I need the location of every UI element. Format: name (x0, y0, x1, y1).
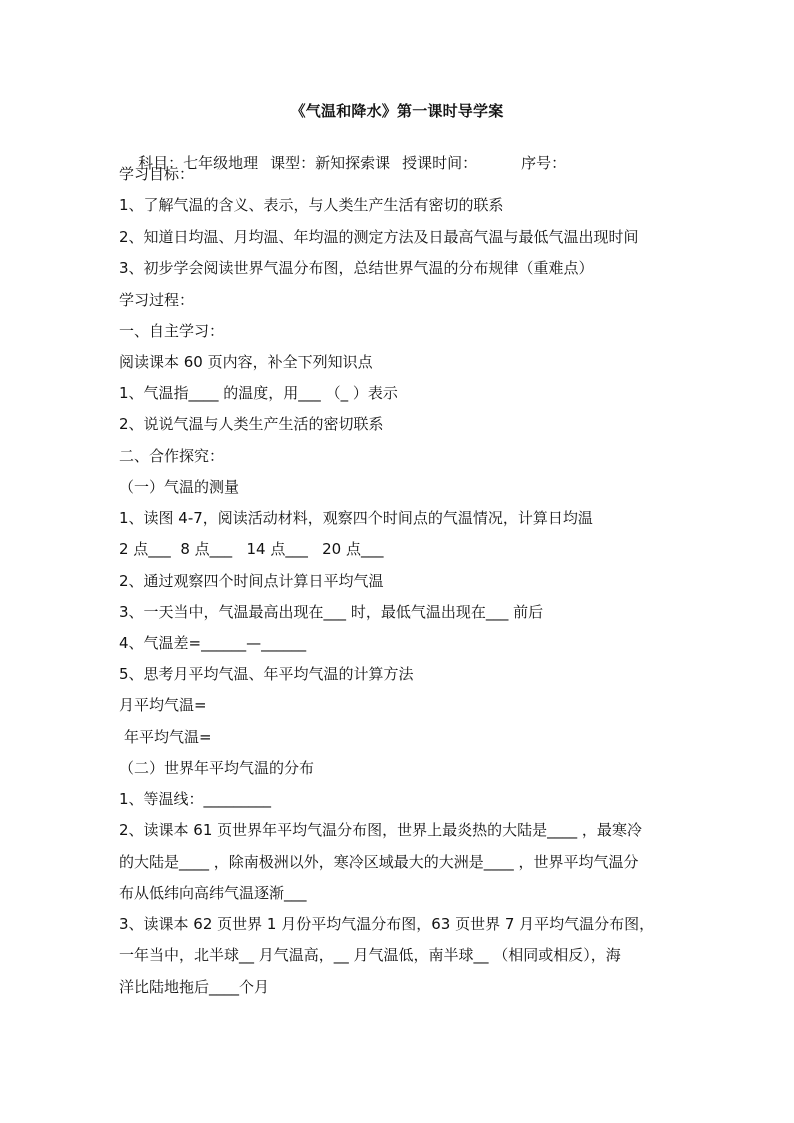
list-item: 1、气温指____ 的温度，用___ （_ ）表示 (119, 384, 398, 402)
subsection-heading: （二）世界年平均气温的分布 (119, 759, 315, 777)
list-item: 3、一天当中，气温最高出现在___ 时，最低气温出现在___ 前后 (119, 603, 544, 621)
list-item: 一年当中，北半球__ 月气温高，__ 月气温低，南半球__ （相同或相反），海 (119, 946, 621, 964)
list-item: 1、读图 4-7，阅读活动材料，观察四个时间点的气温情况，计算日均温 (119, 509, 593, 527)
list-item: 4、气温差=______—______ (119, 634, 307, 652)
list-item: 2、通过观察四个时间点计算日平均气温 (119, 572, 384, 590)
list-item: 2、读课本 61 页世界年平均气温分布图，世界上最炎热的大陆是____ ，最寒冷 (119, 821, 642, 839)
list-item: 1、等温线：_________ (119, 790, 272, 808)
list-item: 2、说说气温与人类生产生活的密切联系 (119, 415, 384, 433)
list-item: 2 点___ 8 点___ 14 点___ 20 点___ (119, 540, 384, 558)
list-item: 3、读课本 62 页世界 1 月份平均气温分布图，63 页世界 7 月平均气温分布图， (119, 915, 655, 933)
list-item: 的大陆是____ ，除南极洲以外，寒冷区域最大的大洲是____ ，世界平均气温分 (119, 853, 639, 871)
goal-item: 3、初步学会阅读世界气温分布图，总结世界气温的分布规律（重难点） (119, 259, 594, 277)
meta-type: 课型：新知探索课 (270, 154, 391, 172)
subsection-heading: （一）气温的测量 (119, 478, 240, 496)
goal-item: 2、知道日均温、月均温、年均温的测定方法及日最高气温与最低气温出现时间 (119, 228, 639, 246)
section-heading: 一、自主学习： (119, 322, 225, 340)
section-heading: 二、合作探究： (119, 447, 225, 465)
list-item: 布从低纬向高纬气温逐渐___ (119, 884, 307, 902)
list-item: 5、思考月平均气温、年平均气温的计算方法 (119, 665, 414, 683)
meta-time: 授课时间： (402, 154, 478, 172)
goals-heading: 学习目标： (119, 165, 195, 183)
page-title: 《气温和降水》第一课时导学案 (290, 102, 504, 120)
list-item: 年平均气温= (124, 728, 212, 746)
meta-row (119, 133, 679, 193)
section-intro: 阅读课本 60 页内容，补全下列知识点 (119, 353, 373, 371)
list-item: 洋比陆地拖后____个月 (119, 978, 270, 996)
list-item: 月平均气温= (119, 696, 207, 714)
meta-seq: 序号： (521, 154, 567, 172)
goal-item: 1、了解气温的含义、表示，与人类生产生活有密切的联系 (119, 196, 504, 214)
meta-subject: 科目：七年级地理 (138, 154, 259, 172)
process-heading: 学习过程： (119, 291, 195, 309)
